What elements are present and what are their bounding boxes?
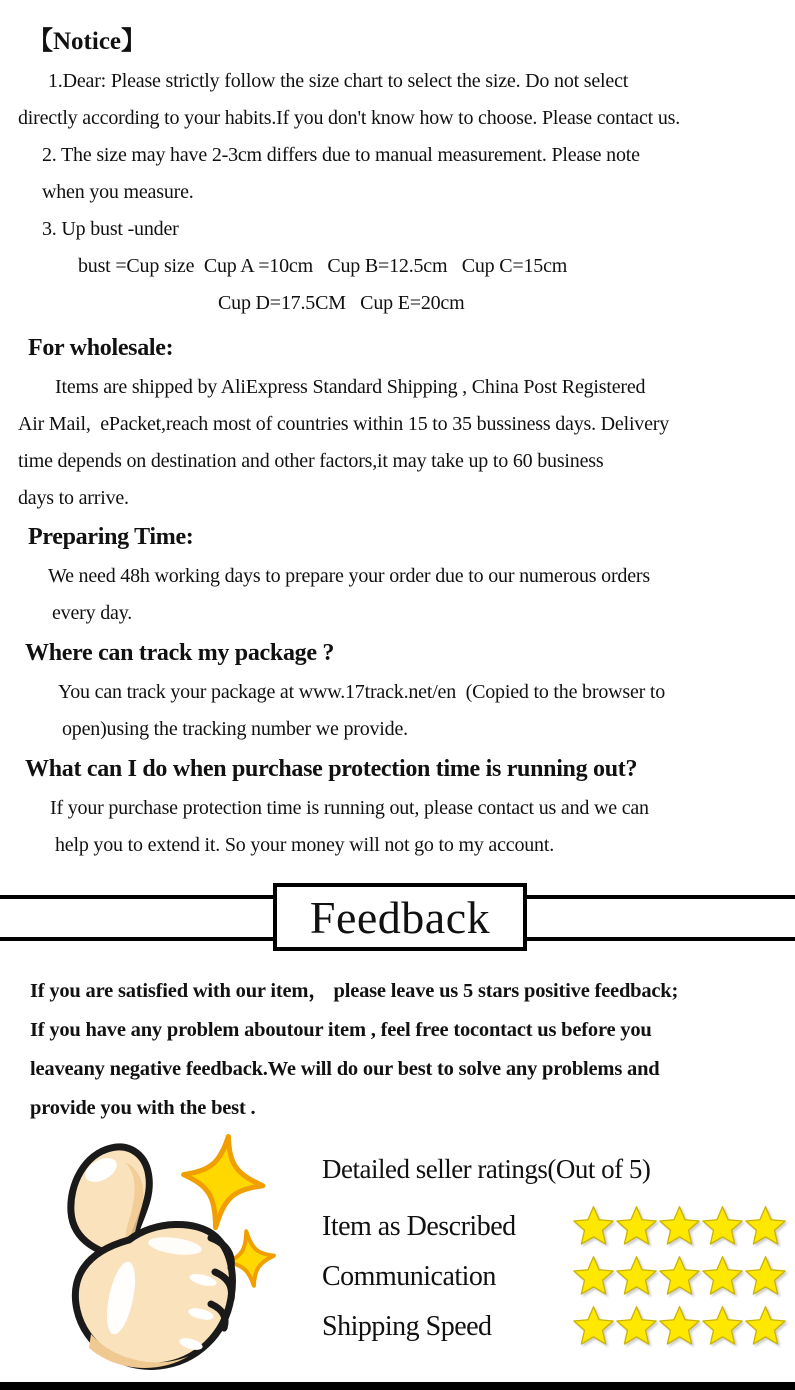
feedback-note-section [0, 966, 795, 1128]
star-icon [744, 1305, 787, 1348]
preparing-time-section [0, 514, 795, 632]
tracking-line: You can track your package at www.17track.net/en (Copied to the browser to [58, 681, 666, 703]
star-icon [615, 1255, 658, 1298]
notice-header: 【Notice】 [28, 28, 147, 55]
star-icon [572, 1255, 615, 1298]
star-icon [701, 1305, 744, 1348]
wholesale-section [0, 325, 795, 517]
notice-line: 2. The size may have 2-3cm differs due to manual measurement. Please note [42, 144, 640, 166]
star-rating [572, 1305, 787, 1348]
star-icon [658, 1305, 701, 1348]
star-icon [572, 1205, 615, 1248]
notice-line-cup-sizes: Cup D=17.5CM Cup E=20cm [218, 292, 465, 314]
preparing-time-header: Preparing Time: [28, 524, 194, 550]
rating-label: Item as Described [322, 1211, 516, 1242]
purchase-protection-header: What can I do when purchase protection time is running out? [25, 756, 638, 782]
notice-line: when you measure. [42, 181, 194, 203]
notice-line-cup-sizes: bust =Cup size Cup A =10cm Cup B=12.5cm Cup C=15cm [78, 255, 568, 277]
wholesale-line: Air Mail, ePacket,reach most of countries within 15 to 35 bussiness days. Delivery [18, 413, 670, 435]
star-rating [572, 1205, 787, 1248]
rating-row-item-as-described [322, 1204, 792, 1252]
star-icon [658, 1205, 701, 1248]
star-icon [658, 1255, 701, 1298]
tracking-section [0, 630, 795, 748]
star-icon [701, 1205, 744, 1248]
rating-label: Communication [322, 1261, 496, 1292]
sparkle-icon [177, 1131, 269, 1233]
feedback-banner [0, 870, 795, 966]
seller-ratings-section [0, 1122, 795, 1390]
wholesale-header: For wholesale: [28, 335, 174, 361]
preparing-time-line: We need 48h working days to prepare your order due to our numerous orders [48, 565, 650, 587]
star-rating [572, 1255, 787, 1298]
feedback-note-line: provide you with the best . [30, 1097, 256, 1119]
feedback-note-line: If you are satisfied with our item， please leave us 5 stars positive feedback; [30, 980, 679, 1002]
tracking-line: open)using the tracking number we provide. [62, 718, 408, 740]
wholesale-line: days to arrive. [18, 487, 129, 509]
feedback-note-line: leaveany negative feedback.We will do our best to solve any problems and [30, 1058, 660, 1080]
star-icon [744, 1205, 787, 1248]
preparing-time-line: every day. [52, 602, 132, 624]
feedback-banner-title: Feedback [273, 883, 527, 951]
wholesale-line: Items are shipped by AliExpress Standard Shipping , China Post Registered [55, 376, 646, 398]
wholesale-line: time depends on destination and other factors,it may take up to 60 business [18, 450, 604, 472]
notice-section [0, 20, 795, 322]
star-icon [572, 1305, 615, 1348]
rating-row-communication [322, 1254, 792, 1302]
star-icon [701, 1255, 744, 1298]
purchase-protection-line: If your purchase protection time is running out, please contact us and we can [50, 797, 649, 819]
tracking-header: Where can track my package ? [25, 640, 335, 666]
rating-label: Shipping Speed [322, 1311, 492, 1342]
star-icon [615, 1205, 658, 1248]
ratings-title: Detailed seller ratings(Out of 5) [322, 1154, 651, 1184]
star-icon [744, 1255, 787, 1298]
rating-row-shipping-speed [322, 1304, 792, 1352]
notice-line: 1.Dear: Please strictly follow the size chart to select the size. Do not select [48, 70, 629, 92]
feedback-note-line: If you have any problem aboutour item , feel free tocontact us before you [30, 1019, 652, 1041]
star-icon [615, 1305, 658, 1348]
bottom-divider [0, 1382, 795, 1390]
thumbs-up-icon [25, 1128, 297, 1376]
notice-line: 3. Up bust -under [42, 218, 179, 240]
purchase-protection-section [0, 746, 795, 864]
notice-line: directly according to your habits.If you don't know how to choose. Please contact us. [18, 107, 681, 129]
purchase-protection-line: help you to extend it. So your money will not go to my account. [55, 834, 555, 856]
